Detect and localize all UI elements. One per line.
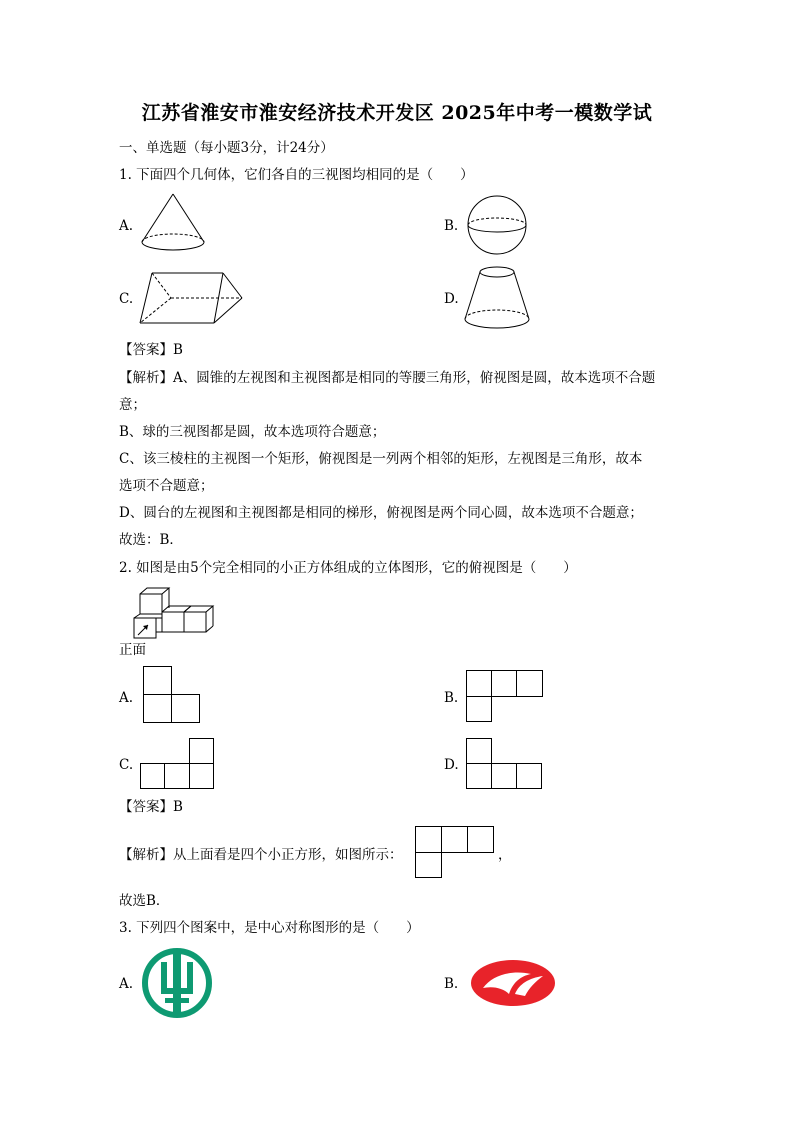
q2-option-d-grid [466, 738, 546, 792]
q1-stem: 1. 下面四个几何体，它们各自的三视图均相同的是（ ） [119, 167, 474, 183]
red-car-logo [469, 958, 557, 1008]
q1-option-b-label: B. [444, 218, 459, 234]
sphere-figure [466, 194, 528, 256]
cone-figure [138, 192, 208, 252]
q2-option-b-label: B. [444, 690, 459, 706]
q1-analysis-line-4: C、该三棱柱的主视图一个矩形，俯视图是一列两个相邻的矩形，左视图是三角形，故本 [119, 451, 643, 467]
q2-option-b-grid [466, 670, 546, 724]
cube-stack-figure [128, 586, 218, 642]
q1-analysis-line-1: 【解析】A、圆锥的左视图和主视图都是相同的等腰三角形，俯视图是圆，故本选项不合题 [119, 370, 656, 386]
q1-option-d-label: D. [444, 291, 459, 307]
front-view-label: 正面 [119, 642, 146, 658]
document-title: 江苏省淮安市淮安经济技术开发区 2025年中考一模数学试 [141, 102, 653, 124]
q2-analysis-grid [415, 826, 497, 880]
section-heading: 一、单选题（每小题3分，计24分） [119, 140, 334, 156]
q1-analysis-line-6: D、圆台的左视图和主视图都是相同的梯形，俯视图是两个同心圆，故本选项不合题意； [119, 505, 643, 521]
q2-option-a-label: A. [119, 690, 134, 706]
frustum-figure [462, 264, 532, 332]
q2-analysis-comma: ， [498, 847, 512, 863]
green-bank-logo [142, 948, 212, 1018]
q2-option-d-label: D. [444, 757, 459, 773]
triangular-prism-figure [138, 268, 246, 328]
q1-analysis-line-2: 意； [119, 397, 146, 413]
q2-conclusion: 故选B． [119, 893, 170, 909]
q2-analysis: 【解析】从上面看是四个小正方形，如图所示： [119, 847, 403, 863]
q3-stem: 3. 下列四个图案中，是中心对称图形的是（ ） [119, 920, 420, 936]
q2-option-c-label: C. [119, 757, 134, 773]
q2-option-a-grid [143, 666, 203, 726]
q1-answer: 【答案】B [119, 342, 183, 358]
q1-analysis-line-7: 故选：B． [119, 532, 183, 548]
q1-option-a-label: A. [119, 218, 134, 234]
q1-analysis-line-3: B、球的三视图都是圆，故本选项符合题意； [119, 424, 386, 440]
q1-analysis-line-5: 选项不合题意； [119, 478, 214, 494]
q2-option-c-grid [140, 738, 218, 792]
q3-option-b-label: B. [444, 976, 459, 992]
q2-answer: 【答案】B [119, 799, 183, 815]
q2-stem: 2. 如图是由5个完全相同的小正方体组成的立体图形，它的俯视图是（ ） [119, 560, 577, 576]
q3-option-a-label: A. [119, 976, 134, 992]
q1-option-c-label: C. [119, 291, 134, 307]
